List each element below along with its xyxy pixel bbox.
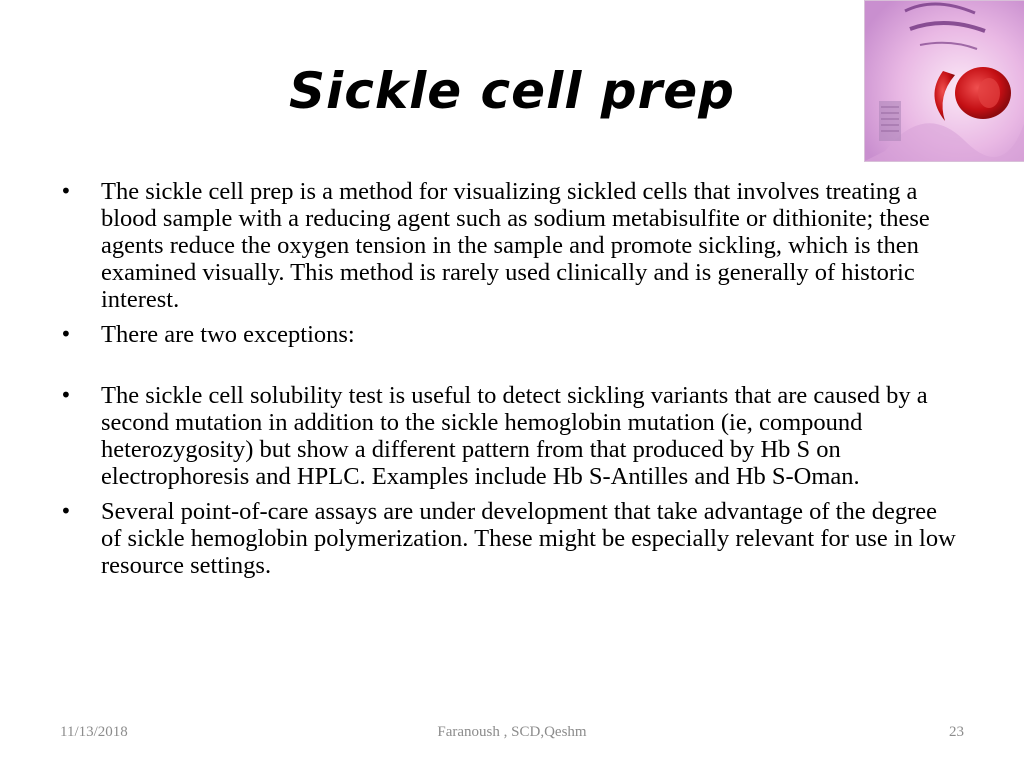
- footer-date: 11/13/2018: [60, 724, 128, 740]
- red-blood-cell-poster-image: [865, 1, 1024, 161]
- slide-number: 23: [949, 724, 964, 740]
- bullet-glyph: •: [60, 322, 72, 346]
- footer-author-text: Faranoush , SCD,Qeshm: [437, 724, 587, 740]
- bullet-glyph: •: [60, 499, 72, 523]
- bullet-text: There are two exceptions:: [101, 321, 355, 348]
- bullet-text: Several point-of-care assays are under development that take advantage of the degree of sickle hemoglobin polymerization. These might be especially relevant for use in low resource settings.: [101, 498, 956, 579]
- bullet-text: The sickle cell solubility test is useful to detect sickling variants that are caused by a second mutation in addition to the sickle hemoglobin mutation (ie, compound heterozygosity) but show a different pattern from that produced by Hb S on electrophoresis and HPLC. Examples include Hb S-Antilles and Hb S-Oman.: [101, 382, 928, 490]
- bullet-item: [60, 321, 960, 348]
- slide-title: Sickle cell prep: [289, 62, 735, 120]
- bullet-item: [60, 382, 960, 490]
- bullet-list: [60, 178, 960, 579]
- bullet-glyph: •: [60, 179, 72, 203]
- bullet-item: [60, 498, 960, 579]
- bullet-text: The sickle cell prep is a method for visualizing sickled cells that involves treating a blood sample with a reducing agent such as sodium metabisulfite or dithionite; these agents reduce the oxygen tension in the sample and promote sickling, which is then examined visually. This method is rarely used clinically and is generally of historic interest.: [101, 178, 930, 313]
- bullet-item: [60, 178, 960, 313]
- bullet-glyph: •: [60, 383, 72, 407]
- conference-poster-thumbnail: [864, 0, 1024, 162]
